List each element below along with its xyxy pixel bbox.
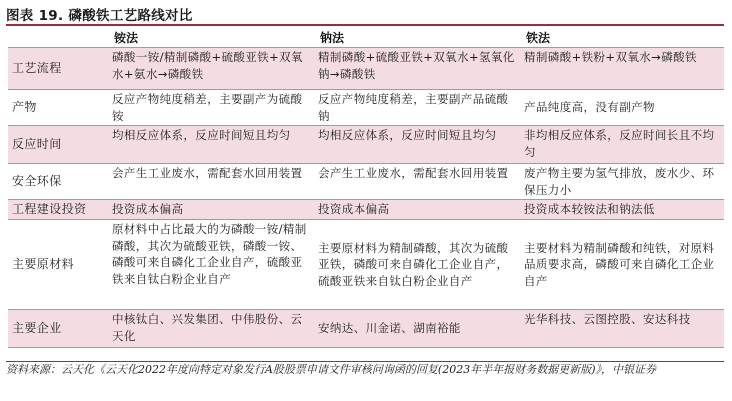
table-cell: 均相反应体系，反应时间短且均匀 — [314, 126, 520, 164]
row-label: 主要原材料 — [8, 220, 108, 310]
table-cell: 反应产物纯度稍差，主要副产品硫酸钠 — [314, 90, 520, 126]
header-cell-ammonium: 铵法 — [114, 31, 139, 45]
table-cell: 会产生工业废水，需配套水回用装置 — [108, 164, 314, 200]
row-label: 产物 — [8, 90, 108, 126]
table-cell: 产品纯度高，没有副产物 — [520, 90, 724, 126]
table-cell: 投资成本偏高 — [108, 200, 314, 220]
header-row — [8, 28, 724, 48]
table-row — [8, 126, 724, 164]
figure-title: 图表 19. 磷酸铁工艺路线对比 — [6, 8, 193, 24]
source-note: 资料来源：云天化《云天化2022年度向特定对象发行A股股票申请文件审核问询函的回复(2023年半年报财务数据更新版)》，中银证券 — [6, 363, 657, 376]
row-label: 安全环保 — [8, 164, 108, 200]
table-row — [8, 90, 724, 126]
header-cell-sodium: 钠法 — [320, 31, 345, 45]
table-cell: 会产生工业废水，需配套水回用装置 — [314, 164, 520, 200]
table-row — [8, 220, 724, 310]
row-label: 反应时间 — [8, 126, 108, 164]
title-rule — [6, 24, 724, 26]
row-label: 工程建设投资 — [8, 200, 108, 220]
row-label: 工艺流程 — [8, 48, 108, 90]
table-cell: 精制磷酸+铁粉+双氧水→磷酸铁 — [520, 48, 724, 90]
table-cell: 磷酸一铵/精制磷酸+硫酸亚铁+双氧水+氨水→磷酸铁 — [108, 48, 314, 90]
header-cell-empty — [8, 28, 108, 48]
table-row — [8, 164, 724, 200]
table-cell: 主要材料为精制磷酸和纯铁，对原料品质要求高，磷酸可来自磷化工企业自产 — [520, 220, 724, 310]
table-row — [8, 200, 724, 220]
table-cell: 光华科技、云图控股、安达科技 — [520, 310, 724, 348]
table-cell: 非均相反应体系，反应时间长且不均匀 — [520, 126, 724, 164]
table-row — [8, 310, 724, 348]
table-cell: 精制磷酸+硫酸亚铁+双氧水+氢氧化钠→磷酸铁 — [314, 48, 520, 90]
table-cell: 反应产物纯度稍差，主要副产为硫酸铵 — [108, 90, 314, 126]
header-cell-iron: 铁法 — [526, 31, 551, 45]
table-cell: 原材料中占比最大的为磷酸一铵/精制磷酸，其次为硫酸亚铁，磷酸一铵、磷酸可来自磷化工企业自产，硫酸亚铁来自钛白粉企业自产 — [108, 220, 314, 310]
comparison-table — [8, 28, 724, 348]
table-cell: 投资成本偏高 — [314, 200, 520, 220]
row-label: 主要企业 — [8, 310, 108, 348]
table-cell: 投资成本较铵法和钠法低 — [520, 200, 724, 220]
table-cell: 废产物主要为氢气排放，废水少、环保压力小 — [520, 164, 724, 200]
table-cell: 安纳达、川金诺、湖南裕能 — [314, 310, 520, 348]
table-row — [8, 48, 724, 90]
table-cell: 主要原材料为精制磷酸，其次为硫酸亚铁，磷酸可来自磷化工企业自产，硫酸亚铁来自钛白粉企业自产 — [314, 220, 520, 310]
table-cell: 中核钛白、兴发集团、中伟股份、云天化 — [108, 310, 314, 348]
table-cell: 均相反应体系，反应时间短且均匀 — [108, 126, 314, 164]
